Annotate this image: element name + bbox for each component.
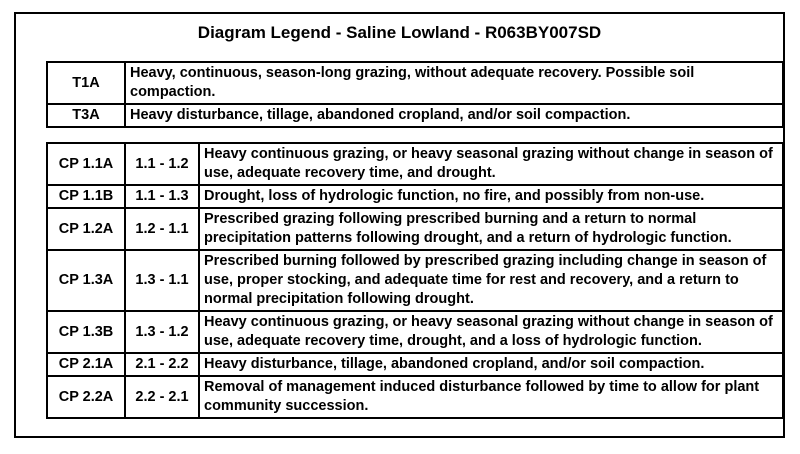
- pathways-table: [46, 142, 784, 419]
- pathway-range: 1.1 - 1.3: [125, 185, 199, 208]
- pathway-description: Drought, loss of hydrologic function, no fire, and possibly from non-use.: [199, 185, 783, 208]
- transition-code: T3A: [47, 104, 125, 127]
- pathway-description: Heavy continuous grazing, or heavy seasonal grazing without change in season of use, adequate recovery time, drought, and a loss of hydrologic function.: [199, 311, 783, 353]
- pathway-description: Heavy disturbance, tillage, abandoned cropland, and/or soil compaction.: [199, 353, 783, 376]
- transition-code: T1A: [47, 62, 125, 104]
- table-row: [47, 185, 783, 208]
- table-row: [47, 311, 783, 353]
- pathway-range: 1.3 - 1.1: [125, 250, 199, 311]
- pathway-code: CP 1.3B: [47, 311, 125, 353]
- legend-title: Diagram Legend - Saline Lowland - R063BY007SD: [197, 23, 602, 42]
- pathway-description: Heavy continuous grazing, or heavy seasonal grazing without change in season of use, adequate recovery time, and drought.: [199, 143, 783, 185]
- pathway-description: Prescribed grazing following prescribed burning and a return to normal precipitation patterns following drought, and a return of hydrologic function.: [199, 208, 783, 250]
- table-row: [47, 104, 783, 127]
- transition-description: Heavy disturbance, tillage, abandoned cropland, and/or soil compaction.: [125, 104, 783, 127]
- pathway-code: CP 1.2A: [47, 208, 125, 250]
- pathway-range: 1.1 - 1.2: [125, 143, 199, 185]
- pathway-code: CP 1.1A: [47, 143, 125, 185]
- legend-frame: [14, 12, 785, 438]
- pathway-code: CP 1.3A: [47, 250, 125, 311]
- table-row: [47, 208, 783, 250]
- pathway-code: CP 2.2A: [47, 376, 125, 418]
- table-row: [47, 376, 783, 418]
- pathway-range: 2.2 - 2.1: [125, 376, 199, 418]
- table-row: [47, 62, 783, 104]
- transition-description: Heavy, continuous, season-long grazing, without adequate recovery. Possible soil compaction.: [125, 62, 783, 104]
- table-row: [47, 250, 783, 311]
- table-row: [47, 353, 783, 376]
- pathway-description: Prescribed burning followed by prescribed grazing including change in season of use, proper stocking, and adequate time for rest and recovery, and a return to normal precipitation following drought.: [199, 250, 783, 311]
- pathway-range: 2.1 - 2.2: [125, 353, 199, 376]
- pathway-range: 1.3 - 1.2: [125, 311, 199, 353]
- transitions-table: [46, 61, 784, 128]
- pathway-description: Removal of management induced disturbance followed by time to allow for plant community succession.: [199, 376, 783, 418]
- pathway-code: CP 2.1A: [47, 353, 125, 376]
- pathway-code: CP 1.1B: [47, 185, 125, 208]
- pathway-range: 1.2 - 1.1: [125, 208, 199, 250]
- table-row: [47, 143, 783, 185]
